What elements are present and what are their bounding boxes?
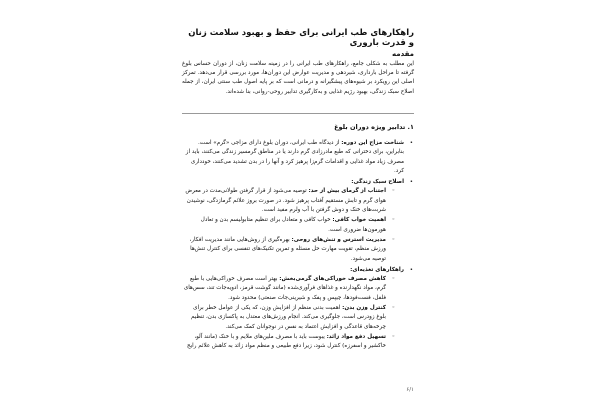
temperament-label: شناخت مزاج این دوره:	[341, 140, 404, 146]
sub-item-stress	[182, 236, 404, 264]
sub-item-label: کنترل وزن بدن:	[342, 305, 386, 312]
sub-item-weight	[182, 304, 404, 332]
page-number: ۶/۱	[406, 387, 414, 393]
sub-item-text: توصیه می‌شود از قرار گرفتن طولانی‌مدت در معرض هوای گرم و تابش مستقیم آفتاب پرهیز شود. در صورت بروز علائم گرمازدگی، نوشیدن شربت‌های خنک و دوش گرفتن با آب ولرم مفید است.	[185, 188, 386, 214]
sub-item-sleep	[182, 216, 404, 235]
section-1-content	[182, 139, 414, 354]
list-item-lifestyle	[182, 178, 414, 264]
sub-item-excretion	[182, 333, 404, 352]
lifestyle-label: اصلاح سبک زندگی:	[351, 179, 404, 186]
sub-item-label: اجتناب از گرمای بیش از حد:	[308, 188, 386, 195]
section-divider	[182, 113, 414, 114]
document-title: راهکارهای طب ایرانی برای حفظ و بهبود سلامت زنان و قدرت باروری	[188, 28, 414, 48]
temperament-text: از دیدگاه طب ایرانی، دوران بلوغ دارای مزاجی «گرم» است. بنابراین، برای دخترانی که طبع مادرزادی گرم دارند یا در مناطق گرمسیر زندگی می‌کنند، باید از مصرف زیاد مواد غذایی و اقدامات گرم‌زا پرهیز کرد و آنها را در بدن تشدید می‌کنند، خودداری کرد.	[185, 140, 404, 174]
sub-item-text: بهره‌گیری از روش‌هایی مانند مدیریت افکار، ورزش منظم، تقویت مهارت حل مسئله و تمرین تکنیک‌های تنفسی برای کنترل تنش‌ها توصیه می‌شود.	[189, 236, 386, 262]
sub-item-heat	[182, 187, 404, 215]
sub-item-text: خواب کافی و متعادل برای تنظیم متابولیسم بدن و تعادل هورمون‌ها ضروری است.	[200, 217, 386, 233]
sub-item-label: تسهیل دفع مواد زائد:	[326, 333, 386, 340]
section-1-heading: ۱. تدابیر ویژه دوران بلوغ	[334, 123, 414, 131]
sub-item-text: یبوست باید با مصرف ملین‌های ملایم و با خنک (مانند آلو، خاکشیر و اسفرزه) کنترل شود، زیرا دفع طبیعی و منظم مواد زائد به کاهش علائم رایج	[187, 333, 386, 350]
sub-item-label: مدیریت استرس و تنش‌های روحی:	[291, 236, 386, 243]
list-item-diet	[182, 266, 414, 352]
sub-item-label: اهمیت خواب کافی:	[332, 217, 386, 224]
sub-item-label: کاهش مصرف خوراکی‌های گرمی‌بخش:	[279, 276, 386, 283]
intro-heading: مقدمه	[392, 50, 414, 58]
list-item-temperament	[182, 139, 414, 176]
sub-item-text: بهتر است مصرف خوراکی‌هایی با طبع گرم، مواد نگهدارنده و غذاهای فرآوری‌شده (مانند گوشت قرمز، ادویه‌جات تند، سس‌های فلفل، فست‌فودها، چیپس و پفک و شیرینی‌جات صنعتی) محدود شود.	[183, 276, 386, 301]
diet-label: راهکارهای تغذیه‌ای:	[350, 266, 404, 273]
sub-item-text: اهمیت بدنی منظم از افزایش وزن، که یکی از عوامل خطر برای بلوغ زودرس است، جلوگیری می‌کند. انجام ورزش‌های معتدل به پاکسازی بدن، تنظیم چرخه‌های قاعدگی و افزایش اعتماد به نفس در نوجوانان کمک می‌کند.	[190, 305, 386, 330]
intro-paragraph: این مطلب به شکلی جامع، راهکارهای طب ایرانی را در زمینه سلامت زنان، از دوران حساس بلوغ گرفته تا مراحل بارداری، شیردهی و مدیریت عوارض این دوران‌ها، مورد بررسی قرار می‌دهد. تمرکز اصلی این رویکرد بر شیوه‌های پیشگیرانه و درمانی است که بر پایه اصول طب سنتی ایران، از جمله اصلاح سبک زندگی، بهبود رژیم غذایی و به‌کارگیری تدابیر روحی-روانی، بنا شده‌اند.	[182, 61, 414, 95]
sub-item-hot-foods	[182, 275, 404, 303]
